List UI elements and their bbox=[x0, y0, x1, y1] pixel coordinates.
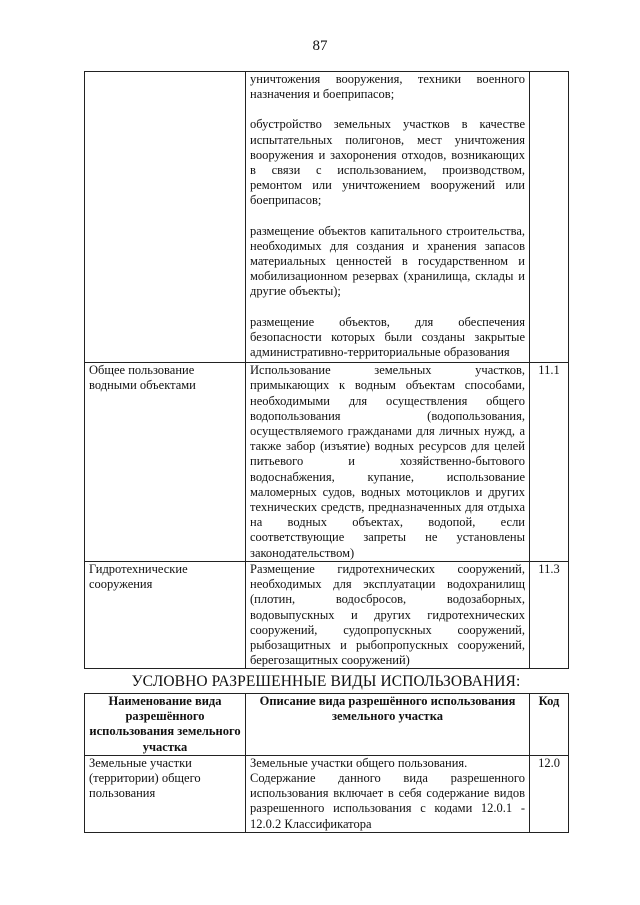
table-header-row bbox=[85, 694, 569, 756]
use-code-cell: 11.3 bbox=[530, 561, 569, 668]
use-name-cell: Земельные участки (территории) общего пользования bbox=[85, 755, 246, 832]
column-header-code: Код bbox=[530, 694, 569, 756]
section-title: УСЛОВНО РАЗРЕШЕННЫЕ ВИДЫ ИСПОЛЬЗОВАНИЯ: bbox=[131, 673, 521, 690]
column-header-description: Описание вида разрешённого использования земельного участка bbox=[246, 694, 530, 756]
page-number: 87 bbox=[312, 38, 328, 54]
table-row bbox=[85, 755, 569, 832]
description-paragraph: обустройство земельных участков в качестве испытательных полигонов, мест уничтожения вооружения и захоронения отходов, возникающих в связи с использованием, производством, ремонтом или уничтожением вооружений или боеприпасов; bbox=[250, 117, 525, 208]
description-paragraph: размещение объектов капитального строительства, необходимых для создания и хранения запасов материальных ценностей в государственном и мобилизационном резервах (хранилища, склады и другие объекты); bbox=[250, 223, 525, 299]
use-name-cell bbox=[85, 72, 246, 363]
use-code-cell: 12.0 bbox=[530, 755, 569, 832]
description-paragraph: Содержание данного вида разрешенного использования включает в себя содержание видов разрешенного использования с кодами 12.0.1 - 12.0.2 Классификатора bbox=[250, 771, 525, 831]
use-description-cell bbox=[246, 561, 530, 668]
use-name-cell: Общее пользование водными объектами bbox=[85, 363, 246, 562]
use-code-cell bbox=[530, 72, 569, 363]
description-paragraph: размещение объектов, для обеспечения безопасности которых были созданы закрытые административно-территориальные образования bbox=[250, 314, 525, 360]
use-description-cell bbox=[246, 72, 530, 363]
use-name-cell: Гидротехнические сооружения bbox=[85, 561, 246, 668]
description-paragraph: Использование земельных участков, примыкающих к водным объектам способами, необходимыми для осуществления общего водопользования (водопользования, осуществляемого гражданами для личных нужд, а также забор (изъятие) водных ресурсов для целей питьевого и хозяйственно-бытового водоснабжения, купание, использование маломерных судов, водных мотоциклов и других технических средств, предназначенных для отдыха на водных объектах, водопой, если соответствующие запреты не установлены законодательством) bbox=[250, 363, 525, 560]
column-header-name: Наименование вида разрешённого использования земельного участка bbox=[85, 694, 246, 756]
use-code-cell: 11.1 bbox=[530, 363, 569, 562]
table-row bbox=[85, 561, 569, 668]
description-paragraph: уничтожения вооружения, техники военного назначения и боеприпасов; bbox=[250, 72, 525, 102]
description-paragraph: Земельные участки общего пользования. bbox=[250, 755, 468, 770]
conditional-uses-table bbox=[84, 693, 569, 833]
description-paragraph: Размещение гидротехнических сооружений, необходимых для эксплуатации водохранилищ (плотин, водосбросов, водозаборных, водовыпускных и других гидротехнических сооружений, судопропускных сооружений, рыбозащитных и рыбопропускных сооружений, берегозащитных сооружений) bbox=[250, 561, 525, 668]
use-description-cell bbox=[246, 363, 530, 562]
permitted-uses-table bbox=[84, 71, 569, 669]
use-description-cell bbox=[246, 755, 530, 832]
table-row bbox=[85, 363, 569, 562]
table-row bbox=[85, 72, 569, 363]
